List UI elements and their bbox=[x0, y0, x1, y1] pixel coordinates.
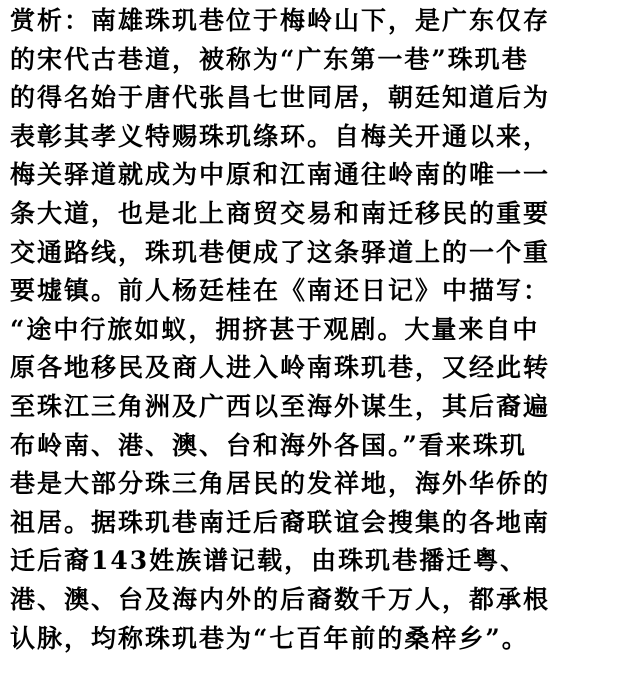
text-line: 至珠江三角洲及广西以至海外谋生，其后裔遍 bbox=[10, 391, 551, 421]
text-line: 布岭南、港、澳、台和海外各国。”看来珠玑 bbox=[10, 430, 527, 460]
text-line: 迁后裔143姓族谱记载，由珠玑巷播迁粤、 bbox=[10, 546, 528, 576]
text-line: 要墟镇。前人杨廷桂在《南还日记》中描写： bbox=[10, 276, 551, 306]
text-line: 梅关驿道就成为中原和江南通往岭南的唯一一 bbox=[10, 160, 551, 190]
text-line: 祖居。据珠玑巷南迁后裔联谊会搜集的各地南 bbox=[10, 507, 551, 537]
text-line: 港、澳、台及海内外的后裔数千万人，都承根 bbox=[10, 584, 551, 614]
text-line: 赏析：南雄珠玑巷位于梅岭山下，是广东仅存 bbox=[10, 6, 551, 35]
text-line: 巷是大部分珠三角居民的发祥地，海外华侨的 bbox=[10, 469, 551, 499]
text-line: 的宋代古巷道，被称为“广东第一巷”珠玑巷 bbox=[10, 44, 529, 74]
text-line: 原各地移民及商人进入岭南珠玑巷，又经此转 bbox=[10, 353, 551, 383]
text-line: 交通路线，珠玑巷便成了这条驿道上的一个重 bbox=[10, 237, 551, 267]
text-line: 认脉，均称珠玑巷为“七百年前的桑梓乡”。 bbox=[10, 623, 529, 653]
text-line: 条大道，也是北上商贸交易和南迁移民的重要 bbox=[10, 198, 551, 228]
text-line: 表彰其孝义特赐珠玑绦环。自梅关开通以来， bbox=[10, 121, 551, 151]
text-line: 的得名始于唐代张昌七世同居，朝廷知道后为 bbox=[10, 83, 551, 113]
text-line: “途中行旅如蚁，拥挤甚于观剧。大量来自中 bbox=[10, 314, 540, 344]
